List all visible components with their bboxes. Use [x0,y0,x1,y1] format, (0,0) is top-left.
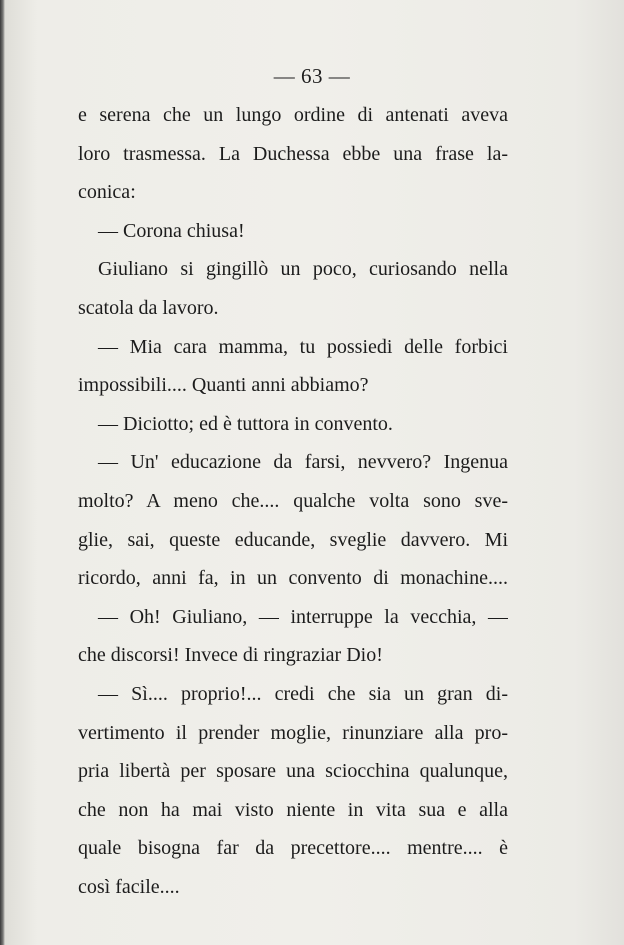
text-line: vertimento il prender moglie, rinunziare alla pro- [78,721,508,744]
text-line: loro trasmessa. La Duchessa ebbe una frase la- [78,142,508,165]
text-line: che discorsi! Invece di ringraziar Dio! [78,644,383,667]
text-line: impossibili.... Quanti anni abbiamo? [78,374,369,397]
page-number: — 63 — [273,64,351,88]
text-line: scatola da lavoro. [78,296,219,319]
text-line: e serena che un lungo ordine di antenati aveva [78,104,508,126]
text-line: — Sì.... proprio!... credi che sia un gran di- [98,682,508,705]
text-line: molto? A meno che.... qualche volta sono sve- [78,489,508,512]
text-line: conica: [78,181,136,204]
text-line: — Corona chiusa! [98,219,245,242]
text-line: quale bisogna far da precettore.... mentre.... è [78,837,508,860]
text-line: — Mia cara mamma, tu possiedi delle forbici [98,335,508,358]
text-line: — Diciotto; ed è tuttora in convento. [98,412,393,435]
page-binding-edge [0,0,5,945]
text-line: — Un' educazione da farsi, nevvero? Ingenua [98,451,508,474]
text-line: così facile.... [78,875,180,898]
text-line: pria libertà per sposare una sciocchina qualunque, [78,760,508,783]
text-line: ricordo, anni fa, in un convento di monachine.... [78,567,508,590]
text-line: che non ha mai visto niente in vita sua e alla [78,798,508,821]
text-line: glie, sai, queste educande, sveglie davvero. Mi [78,528,508,551]
text-line: Giuliano si gingillò un poco, curiosando nella [98,258,508,281]
text-line: — Oh! Giuliano, — interruppe la vecchia, — [98,605,508,628]
body-text [78,96,508,906]
